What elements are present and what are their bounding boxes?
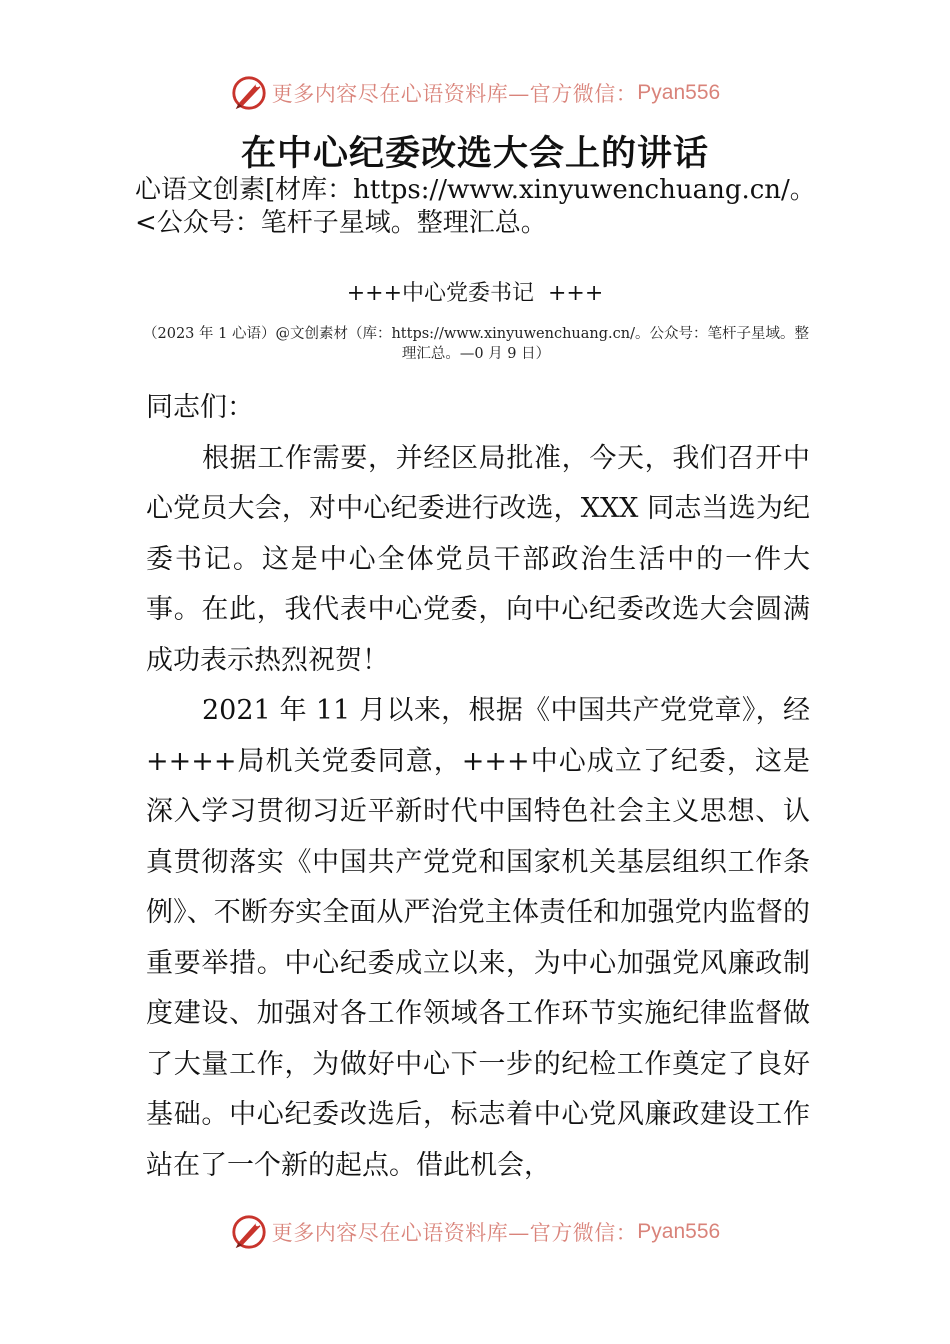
banner-text: 更多内容尽在心语资料库—官方微信：: [271, 82, 638, 106]
footer-banner: [0, 1209, 950, 1255]
body-paragraph: 2021 年 11 月以来，根据《中国共产党党章》，经++++局机关党委同意，+++中心成立了纪委，这是深入学习贯彻习近平新时代中国特色社会主义思想、认真贯彻落实《中国共产党党和国家机关基层组织工作条例》、不断夯实全面从严治党主体责任和加强党内监督的重要举措。中心纪委成立以来，为中心加强党风廉政制度建设、加强对各工作领域各工作环节实施纪律监督做了大量工作，为做好中心下一步的纪检工作奠定了良好基础。中心纪委改选后，标志着中心党风廉政建设工作站在了一个新的起点。借此机会，: [146, 695, 810, 1181]
body-paragraph: 根据工作需要，并经区局批准，今天，我们召开中心党员大会，对中心纪委进行改选，XXX 同志当选为纪委书记。这是中心全体党员干部政治生活中的一件大事。在此，我代表中心党委，向中心纪委改选大会圆满成功表示热烈祝贺！: [146, 442, 810, 676]
document-body: [146, 383, 810, 1191]
pen-logo-icon: [230, 74, 268, 112]
banner-wechat-id: Pyan556: [637, 81, 721, 104]
source-line: 心语文创素[材库：https://www.xinyuwenchuang.cn/。<公众号：笔杆子星域。整理汇总。: [135, 175, 816, 238]
document-title: 在中心纪委改选大会上的讲话: [240, 134, 709, 174]
speaker-line: +++中心党委书记 +++: [346, 281, 604, 306]
banner-wechat-id: Pyan556: [637, 1220, 721, 1243]
pen-logo-icon: [230, 1213, 268, 1251]
header-banner: [0, 70, 950, 116]
banner-text: 更多内容尽在心语资料库—官方微信：: [271, 1221, 638, 1245]
dateline: （2023 年 1 心语）@文创素材（库：https://www.xinyuwenchuang.cn/。公众号：笔杆子星域。整理汇总。—0 月 9 日）: [143, 326, 809, 362]
salutation: 同志们：: [146, 392, 254, 423]
